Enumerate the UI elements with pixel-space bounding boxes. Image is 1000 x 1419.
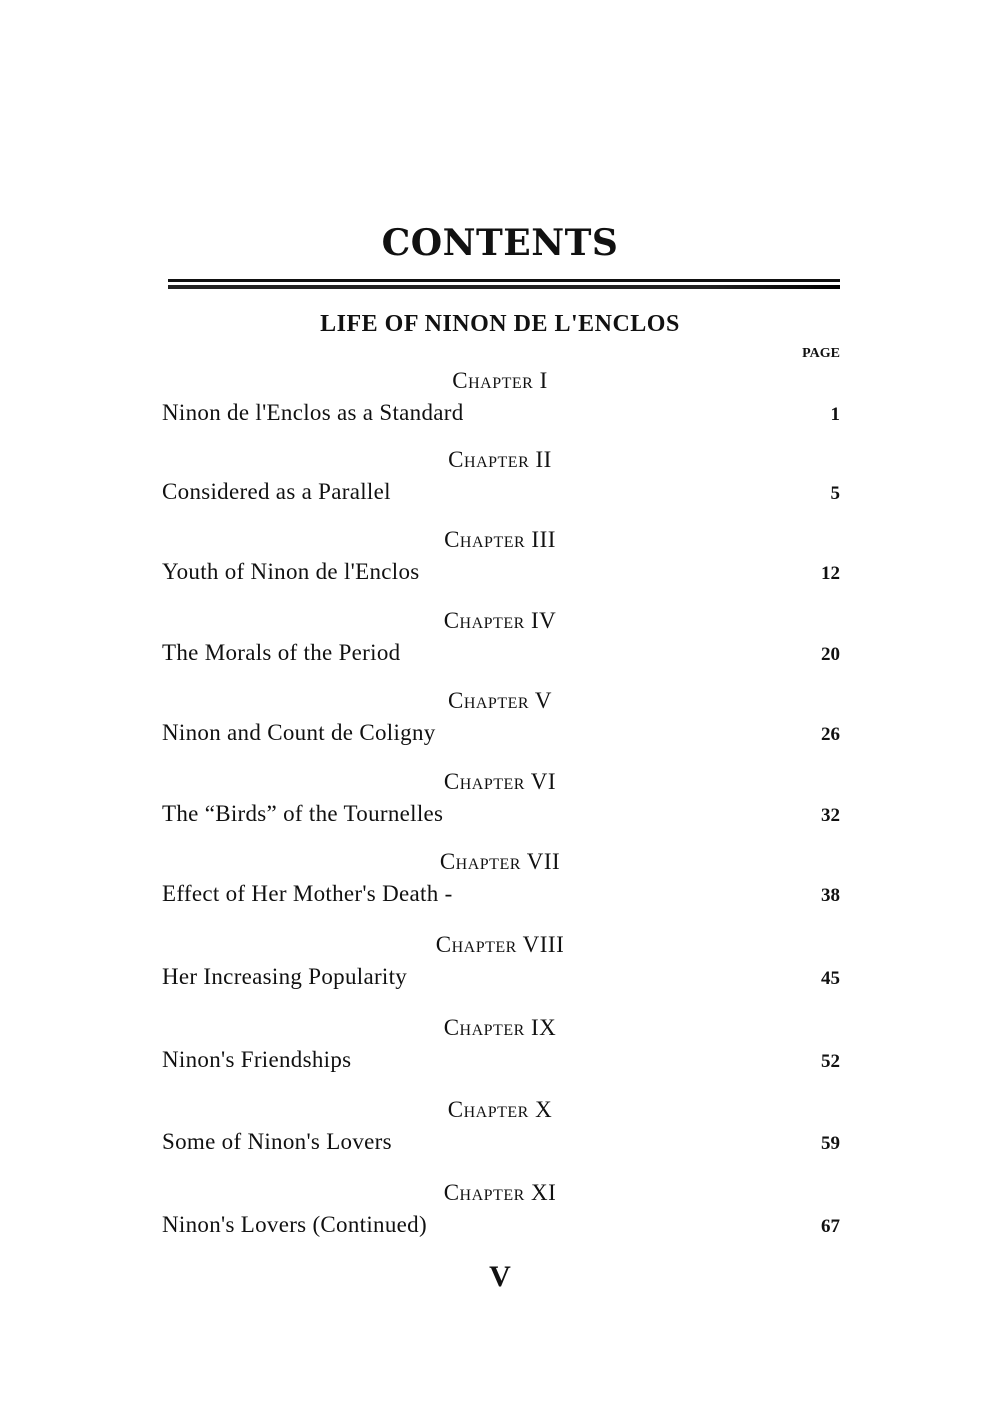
toc-entry xyxy=(160,368,840,448)
page-number: 38 xyxy=(821,885,840,906)
chapter-heading: Chapter I xyxy=(452,368,548,393)
page-number: 12 xyxy=(821,563,840,584)
toc-entry xyxy=(160,688,840,768)
chapter-title: The Morals of the Period xyxy=(162,640,401,665)
chapter-title: Ninon de l'Enclos as a Standard xyxy=(162,400,464,425)
toc-entry xyxy=(160,447,840,527)
toc-entry xyxy=(160,849,840,929)
page-number: 67 xyxy=(821,1216,840,1237)
toc-entry xyxy=(160,1097,840,1177)
toc-entry xyxy=(160,608,840,688)
chapter-heading: Chapter X xyxy=(447,1097,553,1122)
page-number: 5 xyxy=(830,483,840,504)
page-number: 52 xyxy=(821,1051,840,1072)
page-column-label: PAGE xyxy=(802,346,840,361)
chapter-title: Ninon's Friendships xyxy=(162,1047,352,1072)
title-rule-thick xyxy=(168,285,840,289)
chapter-title: Youth of Ninon de l'Enclos xyxy=(162,559,420,584)
section-title: LIFE OF NINON DE L'ENCLOS xyxy=(320,311,680,337)
chapter-heading: Chapter IX xyxy=(443,1015,557,1040)
chapter-heading: Chapter IV xyxy=(443,608,557,633)
chapter-title: Ninon's Lovers (Continued) xyxy=(162,1212,427,1237)
toc-entry xyxy=(160,769,840,849)
chapter-title: Her Increasing Popularity xyxy=(162,964,408,989)
page-number: 32 xyxy=(821,805,840,826)
chapter-title: The “Birds” of the Tournelles xyxy=(162,801,444,826)
chapter-heading: Chapter II xyxy=(448,447,552,472)
page-number: 26 xyxy=(821,724,840,745)
chapter-heading: Chapter XI xyxy=(443,1180,557,1205)
page-number: 59 xyxy=(821,1133,840,1154)
chapter-title: Ninon and Count de Coligny xyxy=(162,720,436,745)
chapter-title: Effect of Her Mother's Death - xyxy=(162,881,453,906)
chapter-heading: Chapter VIII xyxy=(435,932,565,957)
page-number: 1 xyxy=(830,404,840,425)
title-rule-thin xyxy=(168,279,840,282)
chapter-heading: Chapter III xyxy=(444,527,556,552)
toc-entry xyxy=(160,1015,840,1095)
page-number: 20 xyxy=(821,644,840,665)
toc-entry xyxy=(160,932,840,1012)
chapter-title: Considered as a Parallel xyxy=(162,479,391,504)
chapter-title: Some of Ninon's Lovers xyxy=(162,1129,392,1154)
chapter-heading: Chapter VII xyxy=(439,849,561,874)
toc-entry xyxy=(160,1180,840,1260)
toc-entry xyxy=(160,527,840,607)
page-number: 45 xyxy=(821,968,840,989)
chapter-heading: Chapter VI xyxy=(443,769,557,794)
chapter-heading: Chapter V xyxy=(447,688,552,713)
page-folio: V xyxy=(489,1260,511,1293)
page-title: CONTENTS xyxy=(381,222,619,264)
